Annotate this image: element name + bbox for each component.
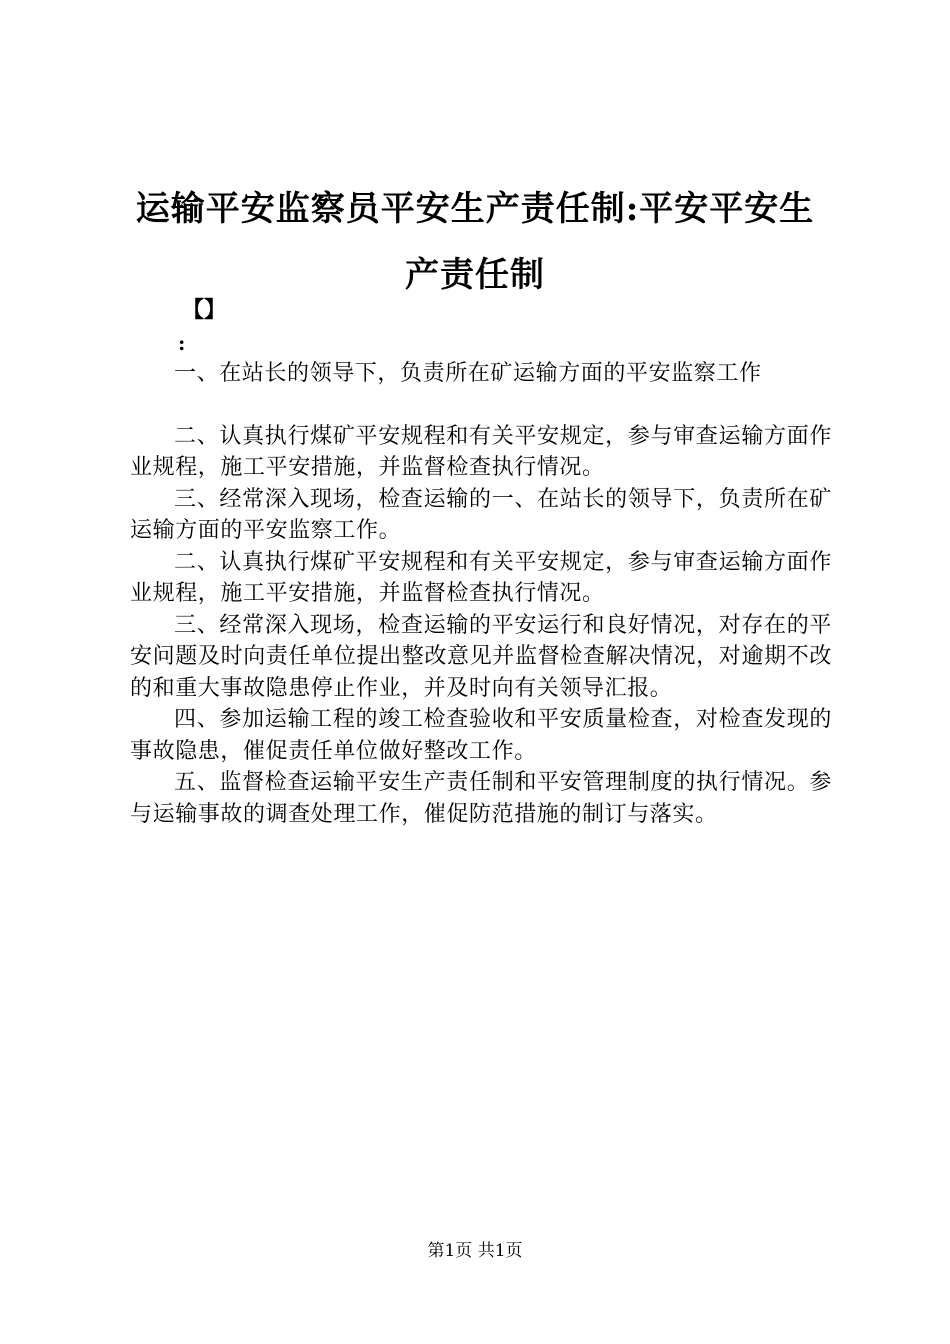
paragraph-5: 三、经常深入现场，检查运输的平安运行和良好情况，对存在的平安问题及时向责任单位提出整改意见并监督检查解决情况，对逾期不改的和重大事故隐患停止作业，并及时向有关领导汇报。 bbox=[130, 612, 832, 701]
paragraph-3: 三、经常深入现场，检查运输的一、在站长的领导下，负责所在矿运输方面的平安监察工作。 bbox=[130, 486, 832, 543]
document-title-line-1: 运输平安监察员平安生产责任制:平安平安生 bbox=[135, 189, 815, 229]
paragraph-2: 二、认真执行煤矿平安规程和有关平安规定，参与审查运输方面作业规程，施工平安措施，并监督检查执行情况。 bbox=[130, 423, 832, 480]
paragraph-7: 五、监督检查运输平安生产责任制和平安管理制度的执行情况。参与运输事故的调查处理工作，催促防范措施的制订与落实。 bbox=[130, 770, 832, 827]
document-body bbox=[130, 358, 832, 830]
page-footer: 第1页 共1页 bbox=[427, 1241, 523, 1261]
paragraph-6: 四、参加运输工程的竣工检查验收和平安质量检查，对检查发现的事故隐患，催促责任单位做好整改工作。 bbox=[130, 707, 832, 764]
paragraph-1: 一、在站长的领导下，负责所在矿运输方面的平安监察工作 bbox=[174, 361, 762, 386]
paragraph-4: 二、认真执行煤矿平安规程和有关平安规定，参与审查运输方面作业规程，施工平安措施，并监督检查执行情况。 bbox=[130, 549, 832, 606]
colon-mark: : bbox=[178, 331, 186, 355]
empty-bracket: 【】 bbox=[182, 297, 227, 323]
document-title-line-2: 产责任制 bbox=[405, 255, 545, 295]
